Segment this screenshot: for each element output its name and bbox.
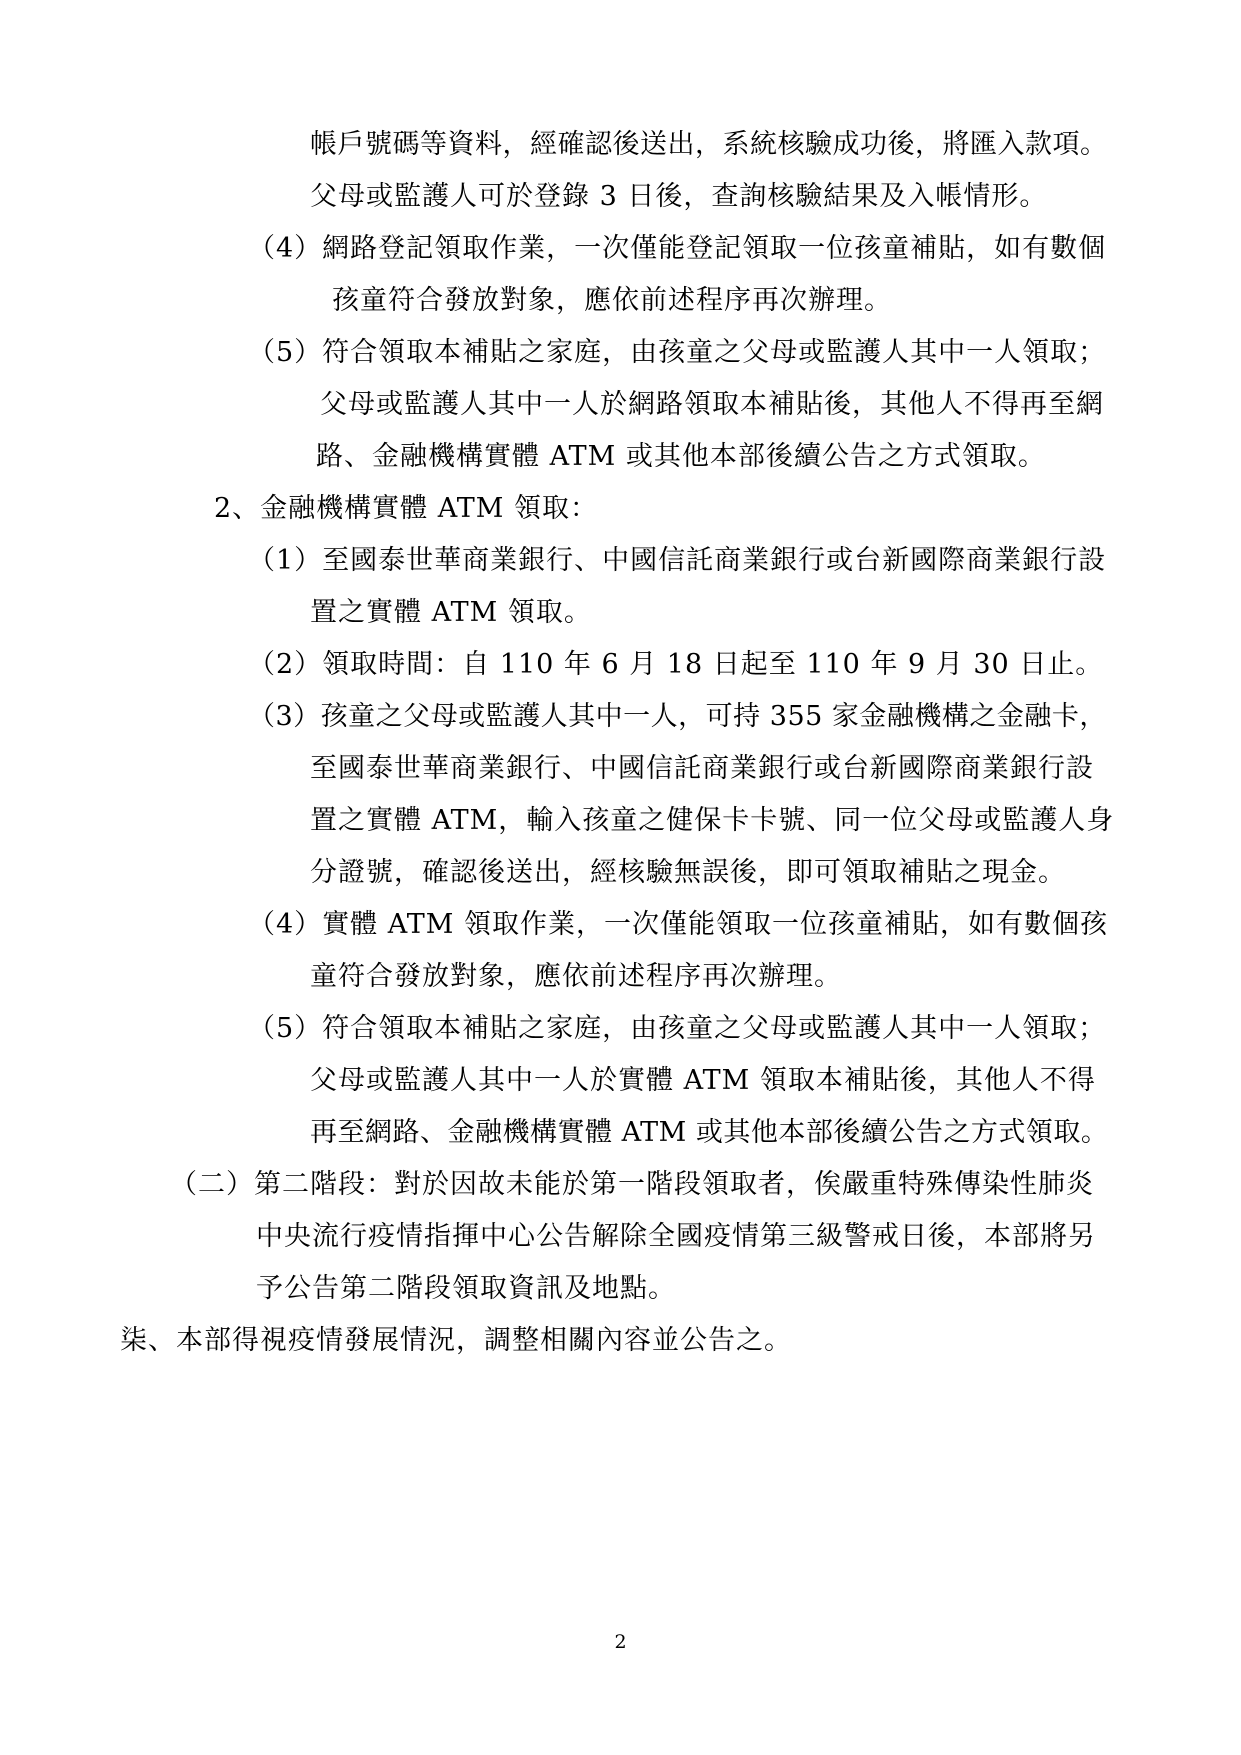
text-line: 帳戶號碼等資料，經確認後送出，系統核驗成功後，將匯入款項。	[310, 129, 1108, 160]
text-line: （1）至國泰世華商業銀行、中國信託商業銀行或台新國際商業銀行設	[248, 545, 1107, 576]
text-line: 至國泰世華商業銀行、中國信託商業銀行或台新國際商業銀行設	[310, 753, 1094, 784]
text-line: 予公告第二階段領取資訊及地點。	[256, 1273, 676, 1304]
text-line: 路、金融機構實體 ATM 或其他本部後續公告之方式領取。	[316, 441, 1046, 472]
text-line: 置之實體 ATM，輸入孩童之健保卡卡號、同一位父母或監護人身	[310, 805, 1115, 836]
text-line: （4）實體 ATM 領取作業，一次僅能領取一位孩童補貼，如有數個孩	[248, 909, 1109, 940]
text-line: 父母或監護人可於登錄 3 日後，查詢核驗結果及入帳情形。	[310, 181, 1048, 212]
text-line: 中央流行疫情指揮中心公告解除全國疫情第三級警戒日後，本部將另	[256, 1221, 1096, 1252]
text-line: （2）領取時間：自 110 年 6 月 18 日起至 110 年 9 月 30 日止。	[248, 649, 1104, 680]
text-line: 2、金融機構實體 ATM 領取：	[214, 493, 599, 524]
text-line: （3）孩童之父母或監護人其中一人，可持 355 家金融機構之金融卡，	[248, 701, 1107, 732]
text-line: 童符合發放對象，應依前述程序再次辦理。	[310, 961, 842, 992]
text-line: 柒、本部得視疫情發展情況，調整相關內容並公告之。	[120, 1325, 792, 1356]
text-line: 父母或監護人其中一人於網路領取本補貼後，其他人不得再至網	[320, 389, 1104, 420]
text-line: 分證號，確認後送出，經核驗無誤後，即可領取補貼之現金。	[310, 857, 1066, 888]
text-line: （二）第二階段：對於因故未能於第一階段領取者，俟嚴重特殊傳染性肺炎	[170, 1169, 1094, 1200]
text-line: 置之實體 ATM 領取。	[310, 597, 592, 628]
text-line: （5）符合領取本補貼之家庭，由孩童之父母或監護人其中一人領取；	[248, 1013, 1107, 1044]
text-line: 孩童符合發放對象，應依前述程序再次辦理。	[332, 285, 892, 316]
text-line: （5）符合領取本補貼之家庭，由孩童之父母或監護人其中一人領取；	[248, 337, 1107, 368]
text-line: （4）網路登記領取作業，一次僅能登記領取一位孩童補貼，如有數個	[248, 233, 1107, 264]
text-line: 再至網路、金融機構實體 ATM 或其他本部後續公告之方式領取。	[310, 1117, 1109, 1148]
text-line: 父母或監護人其中一人於實體 ATM 領取本補貼後，其他人不得	[310, 1065, 1096, 1096]
page-number: 2	[614, 1631, 627, 1653]
